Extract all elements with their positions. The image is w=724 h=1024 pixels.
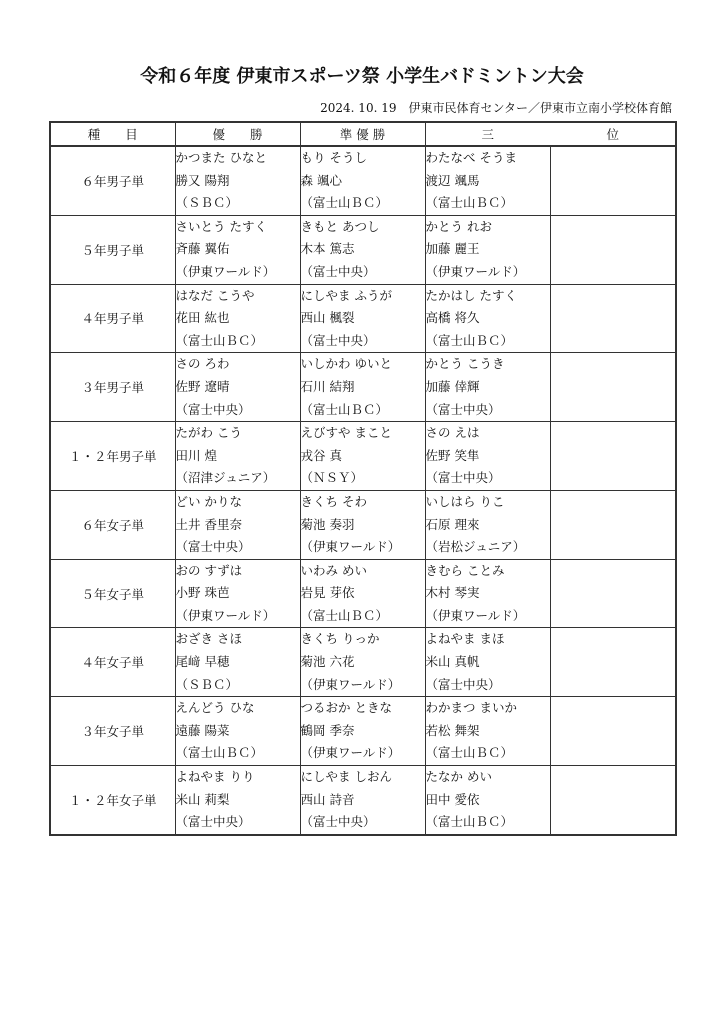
winner-kana: はなだ こうや <box>175 287 255 303</box>
winner-name: 小野 珠芭 <box>175 585 230 601</box>
event-date-venue: 2024. 10. 19 伊東市民体育センター／伊東市立南小学校体育館 <box>320 101 672 115</box>
third-place-name: 若松 舞架 <box>425 722 480 738</box>
third-place-club: （伊東ワールド） <box>425 607 526 623</box>
winner-club: （沼津ジュニア） <box>175 470 276 486</box>
runner-up-name: 木本 篤志 <box>300 241 355 257</box>
winner-name: 勝又 陽翔 <box>175 172 230 188</box>
runner-up-club: （富士山ＢＣ） <box>300 607 389 623</box>
winner-cell <box>175 353 300 422</box>
third-place-cell <box>425 628 550 697</box>
event-category: ３年女子単 <box>50 697 175 766</box>
winner-club: （富士中央） <box>175 401 251 417</box>
third-place-cell <box>425 697 550 766</box>
winner-name: 斉藤 翼佑 <box>175 241 230 257</box>
winner-cell <box>175 697 300 766</box>
runner-up-cell <box>300 766 425 835</box>
third-place-name: 加藤 倖輝 <box>425 378 480 394</box>
runner-up-cell <box>300 490 425 559</box>
runner-up-kana: にしやま しおん <box>300 769 392 785</box>
third-place-empty-cell <box>550 284 676 353</box>
winner-kana: おの すずは <box>175 562 243 578</box>
winner-cell <box>175 766 300 835</box>
third-place-name: 渡辺 颯馬 <box>425 172 480 188</box>
winner-cell <box>175 146 300 215</box>
header-row <box>50 122 676 146</box>
runner-up-name: 西山 詩音 <box>300 791 355 807</box>
third-place-kana: かとう れお <box>425 218 492 234</box>
winner-club: （ＳＢＣ） <box>175 676 239 692</box>
runner-up-name: 菊池 奏羽 <box>300 516 355 532</box>
winner-kana: かつまた ひなと <box>175 150 267 165</box>
event-category: ３年男子単 <box>50 353 175 422</box>
winner-cell <box>175 559 300 628</box>
runner-up-cell <box>300 559 425 628</box>
runner-up-kana: きくち りっか <box>300 631 380 647</box>
runner-up-cell <box>300 628 425 697</box>
third-place-club: （富士中央） <box>425 470 501 486</box>
runner-up-cell <box>300 697 425 766</box>
third-place-kana: きむら ことみ <box>425 562 505 578</box>
third-place-name: 木村 琴実 <box>425 585 480 601</box>
winner-club: （富士山ＢＣ） <box>175 332 264 348</box>
runner-up-cell <box>300 284 425 353</box>
winner-club: （富士山ＢＣ） <box>175 745 264 761</box>
third-place-cell <box>425 559 550 628</box>
winner-cell <box>175 422 300 491</box>
runner-up-kana: いわみ めい <box>300 562 367 578</box>
winner-club: （伊東ワールド） <box>175 263 276 279</box>
winner-cell <box>175 490 300 559</box>
winner-kana: さの ろわ <box>175 356 230 372</box>
header-winner: 優 勝 <box>175 122 300 146</box>
third-place-club: （富士中央） <box>425 401 501 417</box>
winner-cell <box>175 284 300 353</box>
third-place-cell <box>425 490 550 559</box>
third-place-kana: たかはし たすく <box>425 287 517 303</box>
table-row <box>50 697 676 766</box>
winner-kana: たがわ こう <box>175 425 242 441</box>
runner-up-name: 森 颯心 <box>300 172 342 188</box>
runner-up-name: 西山 楓裂 <box>300 310 355 326</box>
winner-name: 土井 香里奈 <box>175 516 242 532</box>
winner-club: （富士中央） <box>175 539 251 555</box>
table-row <box>50 766 676 835</box>
page-title: 令和６年度 伊東市スポーツ祭 小学生バドミントン大会 <box>140 66 584 87</box>
runner-up-name: 鶴岡 季奈 <box>300 722 355 738</box>
third-place-cell <box>425 422 550 491</box>
runner-up-club: （伊東ワールド） <box>300 676 401 692</box>
third-place-cell <box>425 284 550 353</box>
third-place-club: （富士山ＢＣ） <box>425 195 514 211</box>
third-place-empty-cell <box>550 146 676 215</box>
event-category: ４年男子単 <box>50 284 175 353</box>
winner-kana: おざき さほ <box>175 631 242 647</box>
results-table <box>49 121 677 836</box>
winner-kana: さいとう たすく <box>175 218 267 234</box>
event-category: ６年女子単 <box>50 490 175 559</box>
runner-up-club: （富士中央） <box>300 814 376 830</box>
third-place-cell <box>425 215 550 284</box>
header-event: 種 目 <box>50 122 175 146</box>
runner-up-kana: えびすや まこと <box>300 425 392 441</box>
third-place-club: （富士山ＢＣ） <box>425 814 514 830</box>
winner-name: 遠藤 陽菜 <box>175 722 230 738</box>
runner-up-club: （富士中央） <box>300 263 376 279</box>
third-place-kana: わかまつ まいか <box>425 700 517 716</box>
third-place-club: （岩松ジュニア） <box>425 539 526 555</box>
winner-kana: よねやま りり <box>175 769 255 785</box>
runner-up-club: （伊東ワールド） <box>300 539 401 555</box>
winner-name: 米山 莉梨 <box>175 791 230 807</box>
third-place-kana: よねやま まほ <box>425 631 505 647</box>
runner-up-cell <box>300 146 425 215</box>
table-row <box>50 422 676 491</box>
table-row <box>50 559 676 628</box>
runner-up-name: 岩見 芽依 <box>300 585 355 601</box>
runner-up-cell <box>300 422 425 491</box>
third-place-club: （伊東ワールド） <box>425 263 526 279</box>
runner-up-kana: つるおか ときな <box>300 700 392 716</box>
third-place-name: 石原 理來 <box>425 516 480 532</box>
winner-name: 花田 紘也 <box>175 310 230 326</box>
runner-up-kana: きもと あつし <box>300 218 380 234</box>
table-row <box>50 353 676 422</box>
table-row <box>50 215 676 284</box>
table-row <box>50 628 676 697</box>
winner-club: （伊東ワールド） <box>175 607 276 623</box>
event-category: ６年男子単 <box>50 146 175 215</box>
third-place-kana: かとう こうき <box>425 356 505 372</box>
third-place-empty-cell <box>550 559 676 628</box>
third-place-name: 加藤 麗王 <box>425 241 480 257</box>
table-row <box>50 284 676 353</box>
third-place-club: （富士中央） <box>425 676 501 692</box>
runner-up-kana: きくち そわ <box>300 493 367 509</box>
third-place-name: 米山 真帆 <box>425 654 480 670</box>
third-place-kana: さの えは <box>425 425 480 441</box>
third-place-name: 佐野 笑隼 <box>425 447 480 463</box>
third-place-empty-cell <box>550 766 676 835</box>
third-place-empty-cell <box>550 422 676 491</box>
third-place-cell <box>425 766 550 835</box>
winner-name: 尾﨑 早穂 <box>175 654 230 670</box>
event-category: ５年女子単 <box>50 559 175 628</box>
winner-cell <box>175 215 300 284</box>
runner-up-kana: いしかわ ゆいと <box>300 356 392 372</box>
third-place-name: 高橋 将久 <box>425 310 480 326</box>
winner-name: 佐野 遼晴 <box>175 378 230 394</box>
runner-up-club: （ＮＳＹ） <box>300 470 364 486</box>
table-row <box>50 146 676 215</box>
third-place-kana: わたなべ そうま <box>425 150 517 165</box>
runner-up-club: （伊東ワールド） <box>300 745 401 761</box>
third-place-empty-cell <box>550 215 676 284</box>
winner-kana: えんどう ひな <box>175 700 255 716</box>
third-place-kana: たなか めい <box>425 769 492 785</box>
third-place-club: （富士山ＢＣ） <box>425 745 514 761</box>
runner-up-cell <box>300 215 425 284</box>
third-place-name: 田中 愛依 <box>425 791 480 807</box>
third-place-empty-cell <box>550 697 676 766</box>
runner-up-club: （富士山ＢＣ） <box>300 195 389 211</box>
header-third: 三 位 <box>425 122 676 146</box>
runner-up-name: 菊池 六花 <box>300 654 355 670</box>
runner-up-name: 戎谷 真 <box>300 447 342 463</box>
winner-kana: どい かりな <box>175 493 242 509</box>
third-place-empty-cell <box>550 490 676 559</box>
runner-up-kana: もり そうし <box>300 150 367 165</box>
third-place-cell <box>425 353 550 422</box>
third-place-cell <box>425 146 550 215</box>
runner-up-cell <box>300 353 425 422</box>
winner-club: （ＳＢＣ） <box>175 195 239 211</box>
header-runner-up: 準 優 勝 <box>300 122 425 146</box>
runner-up-club: （富士山ＢＣ） <box>300 401 389 417</box>
runner-up-name: 石川 結翔 <box>300 378 355 394</box>
winner-name: 田川 煌 <box>175 447 217 463</box>
event-category: １・２年女子単 <box>50 766 175 835</box>
third-place-empty-cell <box>550 628 676 697</box>
runner-up-club: （富士中央） <box>300 332 376 348</box>
table-row <box>50 490 676 559</box>
third-place-empty-cell <box>550 353 676 422</box>
event-category: １・２年男子単 <box>50 422 175 491</box>
runner-up-kana: にしやま ふうが <box>300 287 392 303</box>
third-place-club: （富士山ＢＣ） <box>425 332 514 348</box>
winner-cell <box>175 628 300 697</box>
event-category: ４年女子単 <box>50 628 175 697</box>
third-place-kana: いしはら りこ <box>425 493 505 509</box>
event-category: ５年男子単 <box>50 215 175 284</box>
winner-club: （富士中央） <box>175 814 251 830</box>
